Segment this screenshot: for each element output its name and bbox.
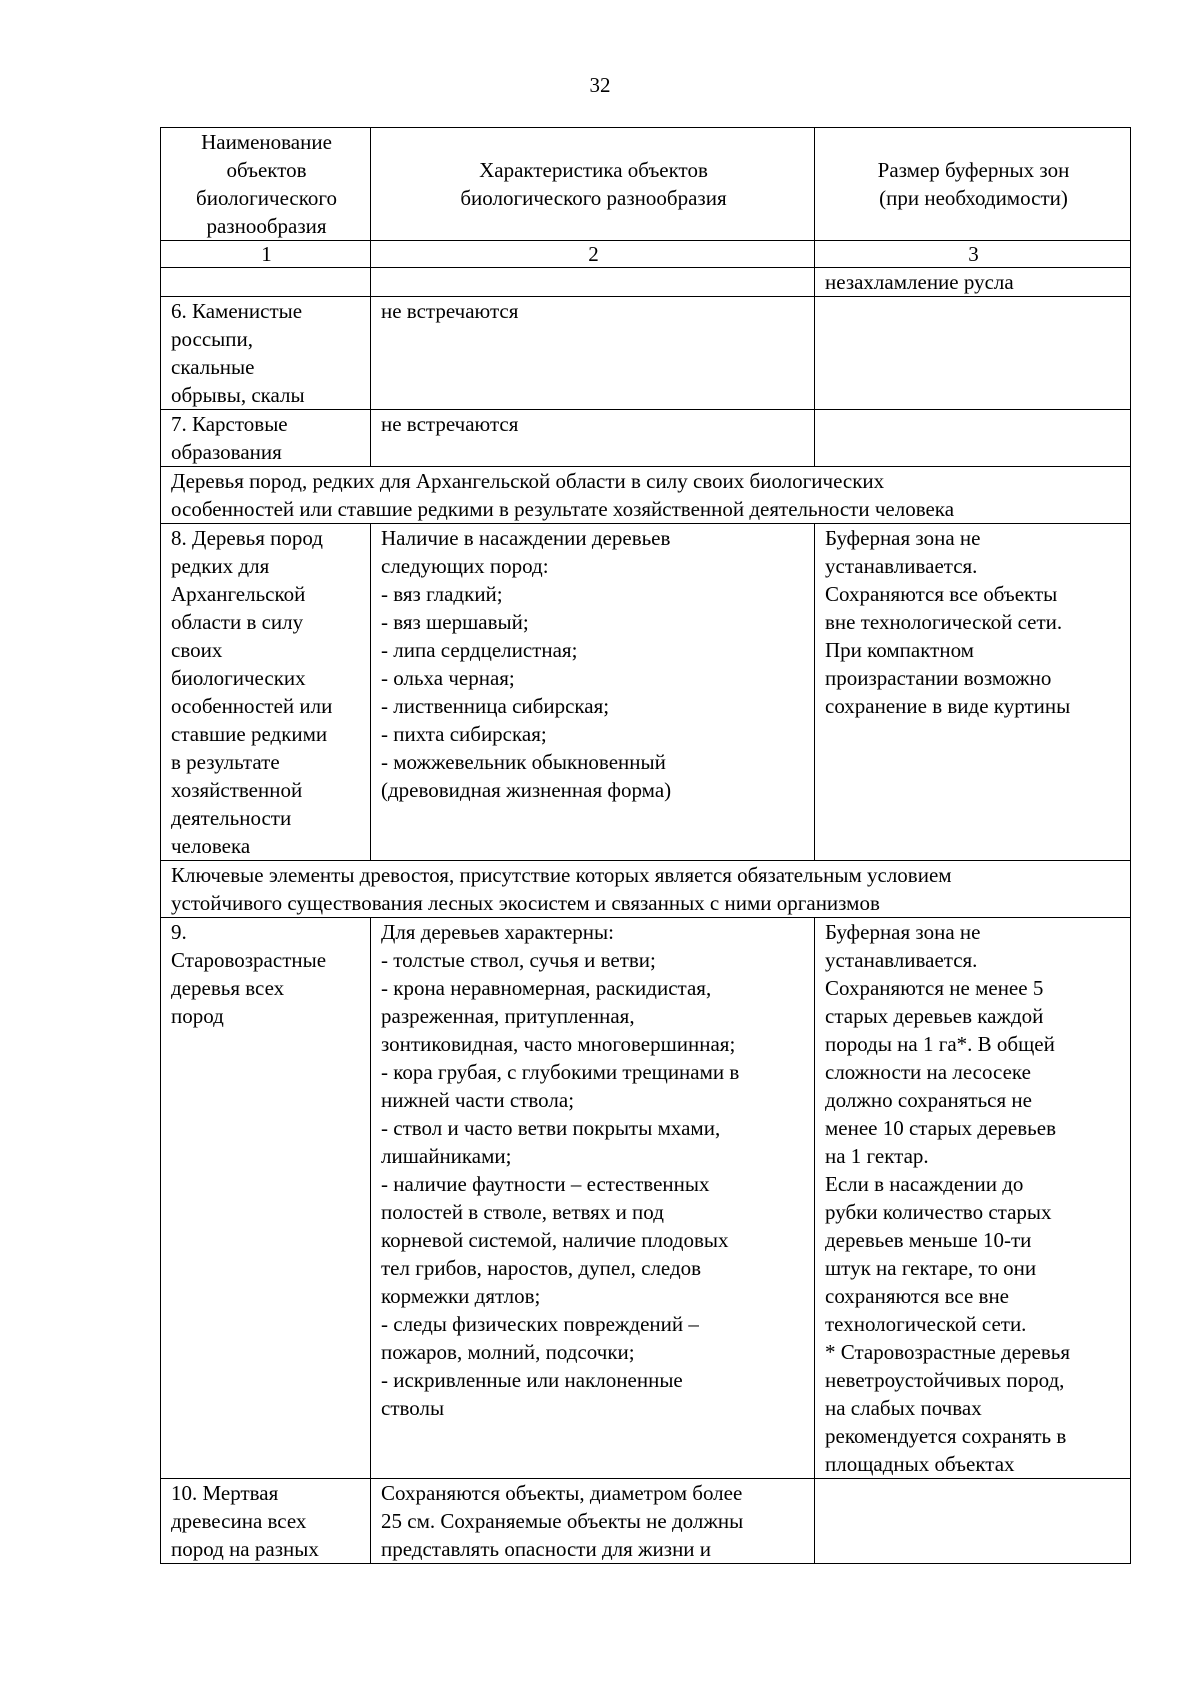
row-6-characteristic: не встречаются — [371, 297, 815, 410]
table-row-9 — [161, 918, 1131, 1479]
header-col-name: Наименование объектов биологического разнообразия — [161, 128, 371, 241]
row-9-characteristic: Для деревьев характерны: - толстые ствол, сучья и ветви; - крона неравномерная, раскидистая, разреженная, притупленная, зонтиковидная, часто многовершинная; - кора грубая, с глубокими трещинами в нижней части ствола; - ствол и часто ветви покрыты мхами, лишайниками; - наличие фаутности – естественных полостей в стволе, ветвях и под корневой системой, наличие плодовых тел грибов, наростов, дупел, следов кормежки дятлов; - следы физических повреждений – пожаров, молний, подсочки; - искривленные или наклоненные стволы — [371, 918, 815, 1479]
header-col-buffer: Размер буферных зон (при необходимости) — [815, 128, 1131, 241]
biodiversity-objects-table — [160, 127, 1131, 1564]
section-heading-row — [161, 467, 1131, 524]
row-10-name: 10. Мертвая древесина всех пород на разных — [161, 1479, 371, 1564]
row-8-name: 8. Деревья пород редких для Архангельской области в силу своих биологических особенностей или ставшие редкими в результате хозяйственной деятельности человека — [161, 524, 371, 861]
column-number-3: 3 — [815, 241, 1131, 268]
row-6-buffer — [815, 297, 1131, 410]
table-row-6 — [161, 297, 1131, 410]
section-heading-row — [161, 861, 1131, 918]
table-row-8 — [161, 524, 1131, 861]
page-number: 32 — [589, 73, 611, 97]
row-7-characteristic: не встречаются — [371, 410, 815, 467]
row-7-buffer — [815, 410, 1131, 467]
column-number-1: 1 — [161, 241, 371, 268]
table-row-10 — [161, 1479, 1131, 1564]
carryover-row — [161, 268, 1131, 297]
row-8-buffer: Буферная зона не устанавливается. Сохраняются все объекты вне технологической сети. При компактном произрастании возможно сохранение в виде куртины — [815, 524, 1131, 861]
row-8-characteristic: Наличие в насаждении деревьев следующих пород: - вяз гладкий; - вяз шершавый; - липа сердцелистная; - ольха черная; - лиственница сибирская; - пихта сибирская; - можжевельник обыкновенный (древовидная жизненная форма) — [371, 524, 815, 861]
header-col-characteristic: Характеристика объектов биологического разнообразия — [371, 128, 815, 241]
section-heading-key-elements: Ключевые элементы древостоя, присутствие которых является обязательным условием устойчивого существования лесных экосистем и связанных с ними организмов — [161, 861, 1131, 918]
row-10-characteristic: Сохраняются объекты, диаметром более 25 см. Сохраняемые объекты не должны представлять опасности для жизни и — [371, 1479, 815, 1564]
carryover-name-cell — [161, 268, 371, 297]
table-header-row — [161, 128, 1131, 241]
column-number-2: 2 — [371, 241, 815, 268]
carryover-buffer-cell: незахламление русла — [815, 268, 1131, 297]
row-10-buffer — [815, 1479, 1131, 1564]
section-heading-rare-trees: Деревья пород, редких для Архангельской области в силу своих биологических особенностей или ставшие редкими в результате хозяйственной деятельности человека — [161, 467, 1131, 524]
table-row-7 — [161, 410, 1131, 467]
column-numbers-row — [161, 241, 1131, 268]
row-9-buffer: Буферная зона не устанавливается. Сохраняются не менее 5 старых деревьев каждой породы на 1 га*. В общей сложности на лесосеке должно сохраняться не менее 10 старых деревьев на 1 гектар. Если в насаждении до рубки количество старых деревьев меньше 10-ти штук на гектаре, то они сохраняются все вне технологической сети. * Старовозрастные деревья неветроустойчивых пород, на слабых почвах рекомендуется сохранять в площадных объектах — [815, 918, 1131, 1479]
row-9-name: 9. Старовозрастные деревья всех пород — [161, 918, 371, 1479]
carryover-characteristic-cell — [371, 268, 815, 297]
row-7-name: 7. Карстовые образования — [161, 410, 371, 467]
row-6-name: 6. Каменистые россыпи, скальные обрывы, скалы — [161, 297, 371, 410]
